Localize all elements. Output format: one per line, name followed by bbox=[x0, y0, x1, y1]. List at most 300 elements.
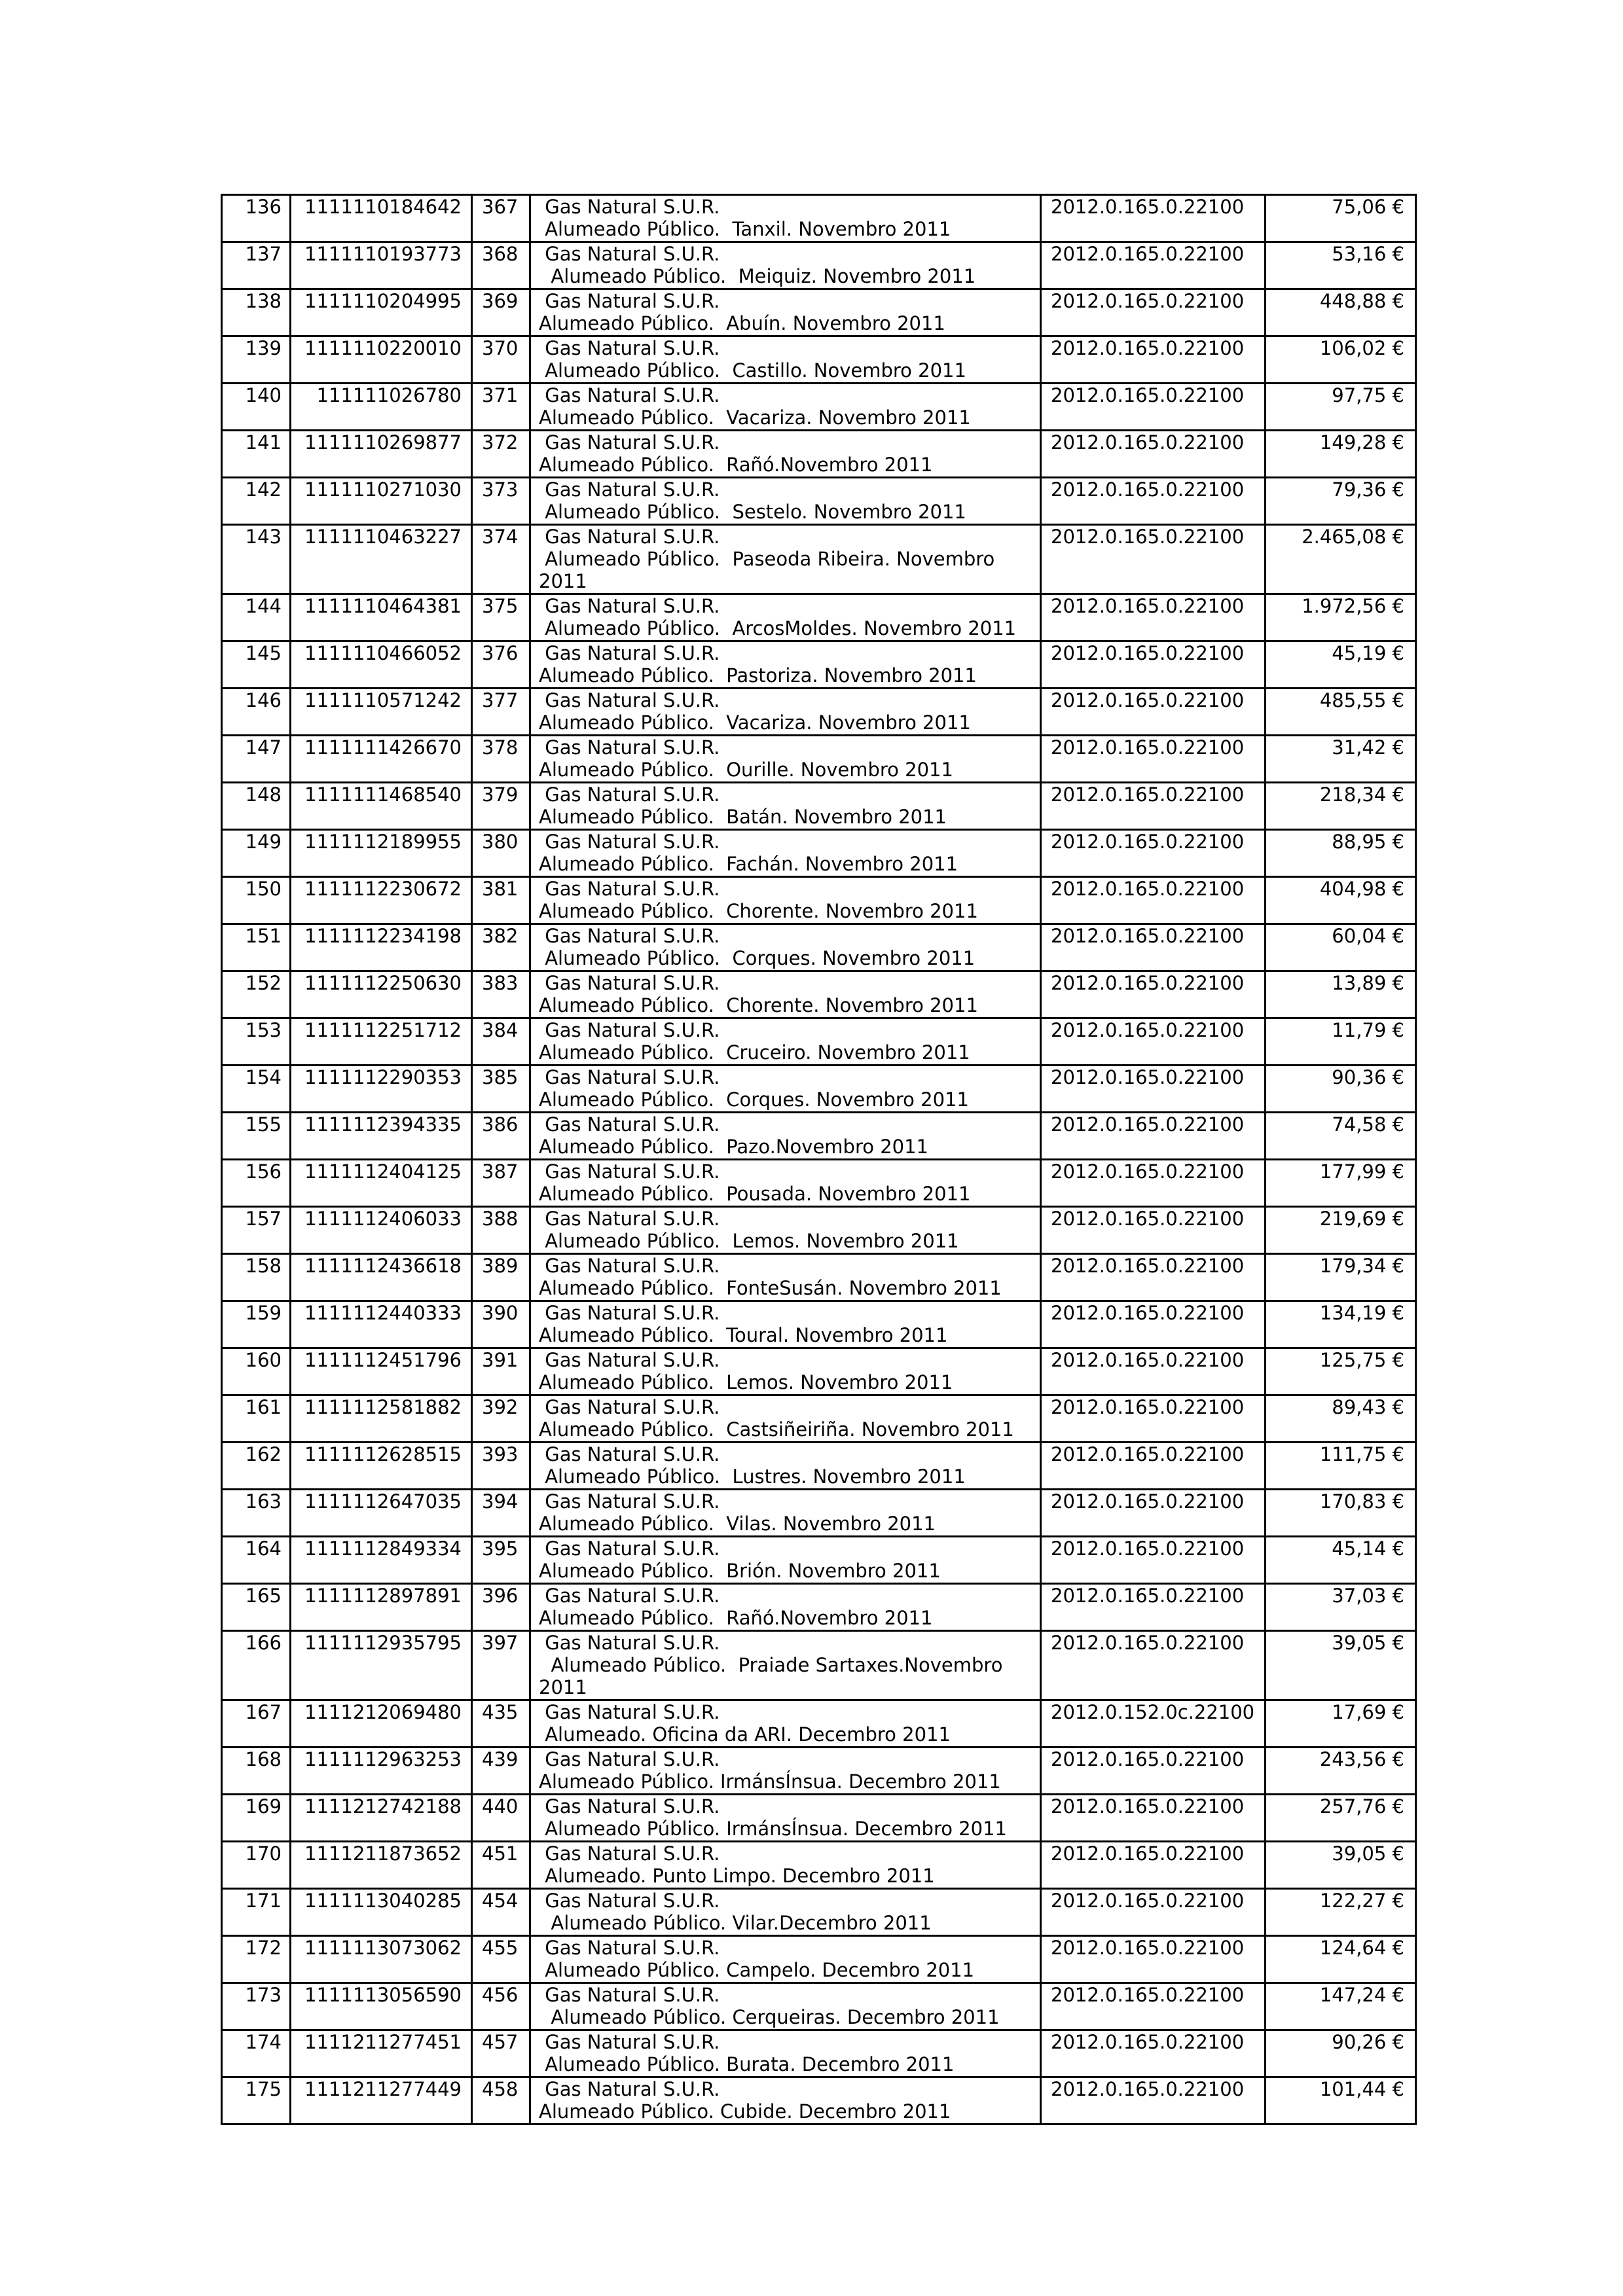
supplier-name: Gas Natural S.U.R. bbox=[539, 337, 720, 359]
description-cell bbox=[530, 478, 1041, 525]
budget-line-cell: 2012.0.165.0.22100 bbox=[1041, 1748, 1266, 1795]
concept-text: Alumeado Público. Lemos. Novembro 2011 bbox=[539, 1371, 953, 1393]
row-number-cell: 169 bbox=[222, 1795, 291, 1842]
table-row bbox=[222, 1936, 1416, 1983]
budget-line-cell: 2012.0.165.0.22100 bbox=[1041, 924, 1266, 971]
invoice-code-cell: 1111111426670 bbox=[291, 736, 472, 783]
amount-cell: 39,05 € bbox=[1266, 1631, 1416, 1700]
amount-cell: 243,56 € bbox=[1266, 1748, 1416, 1795]
concept-text: Alumeado Público. IrmánsÍnsua. Decembro 2011 bbox=[539, 1770, 1001, 1793]
table-row bbox=[222, 1842, 1416, 1889]
supplier-name: Gas Natural S.U.R. bbox=[539, 1349, 720, 1371]
budget-line-cell: 2012.0.165.0.22100 bbox=[1041, 1936, 1266, 1983]
concept-text: Alumeado Público. Pastoriza. Novembro 2011 bbox=[539, 664, 977, 687]
supplier-name: Gas Natural S.U.R. bbox=[539, 783, 720, 806]
supplier-name: Gas Natural S.U.R. bbox=[539, 526, 720, 548]
invoice-code-cell: 1111112581882 bbox=[291, 1395, 472, 1443]
budget-line-cell: 2012.0.165.0.22100 bbox=[1041, 384, 1266, 431]
description-cell bbox=[530, 877, 1041, 924]
invoice-code-cell: 1111211873652 bbox=[291, 1842, 472, 1889]
amount-cell: 101,44 € bbox=[1266, 2077, 1416, 2125]
reference-cell: 369 bbox=[472, 289, 530, 336]
invoice-code-cell: 1111113056590 bbox=[291, 1983, 472, 2030]
table-row bbox=[222, 289, 1416, 336]
budget-line-cell: 2012.0.165.0.22100 bbox=[1041, 1348, 1266, 1395]
amount-cell: 125,75 € bbox=[1266, 1348, 1416, 1395]
row-number-cell: 139 bbox=[222, 336, 291, 384]
budget-line-cell: 2012.0.165.0.22100 bbox=[1041, 1207, 1266, 1254]
budget-line-cell: 2012.0.165.0.22100 bbox=[1041, 689, 1266, 736]
amount-cell: 90,26 € bbox=[1266, 2030, 1416, 2077]
concept-text: Alumeado Público. Cruceiro. Novembro 2011 bbox=[539, 1041, 970, 1064]
row-number-cell: 143 bbox=[222, 525, 291, 594]
amount-cell: 448,88 € bbox=[1266, 289, 1416, 336]
supplier-name: Gas Natural S.U.R. bbox=[539, 1632, 720, 1654]
supplier-name: Gas Natural S.U.R. bbox=[539, 972, 720, 994]
invoice-code-cell: 1111111468540 bbox=[291, 783, 472, 830]
description-cell bbox=[530, 1748, 1041, 1795]
invoice-code-cell: 1111112963253 bbox=[291, 1748, 472, 1795]
table-row bbox=[222, 641, 1416, 689]
description-cell bbox=[530, 1113, 1041, 1160]
amount-cell: 13,89 € bbox=[1266, 971, 1416, 1018]
reference-cell: 389 bbox=[472, 1254, 530, 1301]
concept-text: Alumeado Público. Ourille. Novembro 2011 bbox=[539, 759, 953, 781]
invoice-code-cell: 1111211277449 bbox=[291, 2077, 472, 2125]
amount-cell: 79,36 € bbox=[1266, 478, 1416, 525]
invoice-code-cell: 111111026780 bbox=[291, 384, 472, 431]
description-cell bbox=[530, 1631, 1041, 1700]
reference-cell: 375 bbox=[472, 594, 530, 641]
budget-line-cell: 2012.0.165.0.22100 bbox=[1041, 1113, 1266, 1160]
description-cell bbox=[530, 689, 1041, 736]
amount-cell: 31,42 € bbox=[1266, 736, 1416, 783]
row-number-cell: 175 bbox=[222, 2077, 291, 2125]
supplier-name: Gas Natural S.U.R. bbox=[539, 196, 720, 218]
supplier-name: Gas Natural S.U.R. bbox=[539, 689, 720, 711]
table-row bbox=[222, 1395, 1416, 1443]
supplier-name: Gas Natural S.U.R. bbox=[539, 290, 720, 312]
invoice-code-cell: 1111110271030 bbox=[291, 478, 472, 525]
reference-cell: 440 bbox=[472, 1795, 530, 1842]
concept-text: Alumeado Público. Corques. Novembro 2011 bbox=[539, 947, 976, 969]
reference-cell: 386 bbox=[472, 1113, 530, 1160]
concept-text: Alumeado Público. Rañó.Novembro 2011 bbox=[539, 454, 933, 476]
description-cell bbox=[530, 783, 1041, 830]
description-cell bbox=[530, 1160, 1041, 1207]
supplier-name: Gas Natural S.U.R. bbox=[539, 431, 720, 454]
budget-line-cell: 2012.0.165.0.22100 bbox=[1041, 830, 1266, 877]
concept-text: Alumeado Público. Rañó.Novembro 2011 bbox=[539, 1607, 933, 1629]
row-number-cell: 170 bbox=[222, 1842, 291, 1889]
invoice-code-cell: 1111212069480 bbox=[291, 1700, 472, 1748]
invoice-code-cell: 1111110464381 bbox=[291, 594, 472, 641]
description-cell bbox=[530, 1301, 1041, 1348]
description-cell bbox=[530, 431, 1041, 478]
budget-line-cell: 2012.0.165.0.22100 bbox=[1041, 1584, 1266, 1631]
amount-cell: 485,55 € bbox=[1266, 689, 1416, 736]
row-number-cell: 171 bbox=[222, 1889, 291, 1936]
row-number-cell: 145 bbox=[222, 641, 291, 689]
invoice-code-cell: 1111110204995 bbox=[291, 289, 472, 336]
supplier-name: Gas Natural S.U.R. bbox=[539, 925, 720, 947]
reference-cell: 455 bbox=[472, 1936, 530, 1983]
amount-cell: 170,83 € bbox=[1266, 1490, 1416, 1537]
amount-cell: 75,06 € bbox=[1266, 195, 1416, 242]
table-row bbox=[222, 1537, 1416, 1584]
table-row bbox=[222, 1018, 1416, 1066]
concept-text: Alumeado Público. ArcosMoldes. Novembro 2011 bbox=[539, 617, 1017, 639]
row-number-cell: 164 bbox=[222, 1537, 291, 1584]
supplier-name: Gas Natural S.U.R. bbox=[539, 478, 720, 501]
table-row bbox=[222, 830, 1416, 877]
table-row bbox=[222, 1301, 1416, 1348]
table-row bbox=[222, 525, 1416, 594]
concept-text: Alumeado Público. Chorente. Novembro 2011 bbox=[539, 994, 978, 1016]
supplier-name: Gas Natural S.U.R. bbox=[539, 1937, 720, 1959]
supplier-name: Gas Natural S.U.R. bbox=[539, 595, 720, 617]
budget-line-cell: 2012.0.165.0.22100 bbox=[1041, 594, 1266, 641]
budget-line-cell: 2012.0.165.0.22100 bbox=[1041, 1889, 1266, 1936]
row-number-cell: 155 bbox=[222, 1113, 291, 1160]
description-cell bbox=[530, 525, 1041, 594]
reference-cell: 439 bbox=[472, 1748, 530, 1795]
concept-text: Alumeado Público. Campelo. Decembro 2011 bbox=[539, 1959, 975, 1981]
row-number-cell: 138 bbox=[222, 289, 291, 336]
reference-cell: 371 bbox=[472, 384, 530, 431]
reference-cell: 385 bbox=[472, 1066, 530, 1113]
table-row bbox=[222, 1160, 1416, 1207]
invoice-code-cell: 1111110466052 bbox=[291, 641, 472, 689]
amount-cell: 106,02 € bbox=[1266, 336, 1416, 384]
amount-cell: 11,79 € bbox=[1266, 1018, 1416, 1066]
concept-text: Alumeado Público. Lemos. Novembro 2011 bbox=[539, 1230, 959, 1252]
row-number-cell: 147 bbox=[222, 736, 291, 783]
amount-cell: 122,27 € bbox=[1266, 1889, 1416, 1936]
reference-cell: 377 bbox=[472, 689, 530, 736]
invoice-code-cell: 1111211277451 bbox=[291, 2030, 472, 2077]
reference-cell: 392 bbox=[472, 1395, 530, 1443]
row-number-cell: 151 bbox=[222, 924, 291, 971]
table-row bbox=[222, 689, 1416, 736]
supplier-name: Gas Natural S.U.R. bbox=[539, 243, 720, 265]
concept-text: Alumeado Público. Paseoda Ribeira. Novembro 2011 bbox=[539, 548, 1001, 592]
amount-cell: 45,19 € bbox=[1266, 641, 1416, 689]
supplier-name: Gas Natural S.U.R. bbox=[539, 1255, 720, 1277]
budget-line-cell: 2012.0.165.0.22100 bbox=[1041, 1066, 1266, 1113]
row-number-cell: 142 bbox=[222, 478, 291, 525]
amount-cell: 89,43 € bbox=[1266, 1395, 1416, 1443]
budget-line-cell: 2012.0.165.0.22100 bbox=[1041, 525, 1266, 594]
invoice-code-cell: 1111112849334 bbox=[291, 1537, 472, 1584]
reference-cell: 379 bbox=[472, 783, 530, 830]
amount-cell: 53,16 € bbox=[1266, 242, 1416, 289]
table-row bbox=[222, 1748, 1416, 1795]
concept-text: Alumeado Público. Burata. Decembro 2011 bbox=[539, 2053, 955, 2075]
table-row bbox=[222, 1889, 1416, 1936]
concept-text: Alumeado Público. Lustres. Novembro 2011 bbox=[539, 1465, 966, 1488]
row-number-cell: 146 bbox=[222, 689, 291, 736]
amount-cell: 179,34 € bbox=[1266, 1254, 1416, 1301]
concept-text: Alumeado Público. Vilas. Novembro 2011 bbox=[539, 1513, 936, 1535]
concept-text: Alumeado Público. Sestelo. Novembro 2011 bbox=[539, 501, 966, 523]
invoice-code-cell: 1111113073062 bbox=[291, 1936, 472, 1983]
amount-cell: 177,99 € bbox=[1266, 1160, 1416, 1207]
invoice-code-cell: 1111112440333 bbox=[291, 1301, 472, 1348]
amount-cell: 2.465,08 € bbox=[1266, 525, 1416, 594]
description-cell bbox=[530, 195, 1041, 242]
budget-line-cell: 2012.0.165.0.22100 bbox=[1041, 289, 1266, 336]
concept-text: Alumeado Público. Batán. Novembro 2011 bbox=[539, 806, 947, 828]
concept-text: Alumeado Público. FonteSusán. Novembro 2011 bbox=[539, 1277, 1002, 1299]
table-row bbox=[222, 384, 1416, 431]
table-row bbox=[222, 1066, 1416, 1113]
table-row bbox=[222, 1700, 1416, 1748]
supplier-name: Gas Natural S.U.R. bbox=[539, 642, 720, 664]
budget-line-cell: 2012.0.165.0.22100 bbox=[1041, 1395, 1266, 1443]
reference-cell: 372 bbox=[472, 431, 530, 478]
reference-cell: 380 bbox=[472, 830, 530, 877]
supplier-name: Gas Natural S.U.R. bbox=[539, 1160, 720, 1183]
table-row bbox=[222, 1348, 1416, 1395]
description-cell bbox=[530, 242, 1041, 289]
concept-text: Alumeado Público. Chorente. Novembro 2011 bbox=[539, 900, 978, 922]
concept-text: Alumeado Público. Vacariza. Novembro 2011 bbox=[539, 711, 971, 734]
budget-line-cell: 2012.0.165.0.22100 bbox=[1041, 1842, 1266, 1889]
amount-cell: 111,75 € bbox=[1266, 1443, 1416, 1490]
concept-text: Alumeado Público. Vacariza. Novembro 2011 bbox=[539, 406, 971, 429]
budget-line-cell: 2012.0.165.0.22100 bbox=[1041, 783, 1266, 830]
table-row bbox=[222, 2077, 1416, 2125]
description-cell bbox=[530, 1700, 1041, 1748]
description-cell bbox=[530, 1842, 1041, 1889]
budget-line-cell: 2012.0.165.0.22100 bbox=[1041, 242, 1266, 289]
description-cell bbox=[530, 1983, 1041, 2030]
invoice-code-cell: 1111112250630 bbox=[291, 971, 472, 1018]
concept-text: Alumeado. Oficina da ARI. Decembro 2011 bbox=[539, 1723, 951, 1746]
concept-text: Alumeado Público. Toural. Novembro 2011 bbox=[539, 1324, 948, 1346]
row-number-cell: 172 bbox=[222, 1936, 291, 1983]
reference-cell: 396 bbox=[472, 1584, 530, 1631]
budget-line-cell: 2012.0.165.0.22100 bbox=[1041, 641, 1266, 689]
description-cell bbox=[530, 1490, 1041, 1537]
invoice-code-cell: 1111112647035 bbox=[291, 1490, 472, 1537]
description-cell bbox=[530, 1537, 1041, 1584]
row-number-cell: 150 bbox=[222, 877, 291, 924]
budget-line-cell: 2012.0.165.0.22100 bbox=[1041, 1443, 1266, 1490]
row-number-cell: 152 bbox=[222, 971, 291, 1018]
row-number-cell: 168 bbox=[222, 1748, 291, 1795]
reference-cell: 391 bbox=[472, 1348, 530, 1395]
supplier-name: Gas Natural S.U.R. bbox=[539, 1795, 720, 1818]
description-cell bbox=[530, 1443, 1041, 1490]
description-cell bbox=[530, 289, 1041, 336]
description-cell bbox=[530, 1395, 1041, 1443]
table-row bbox=[222, 783, 1416, 830]
concept-text: Alumeado Público. Castsiñeiriña. Novembro 2011 bbox=[539, 1418, 1014, 1441]
budget-line-cell: 2012.0.165.0.22100 bbox=[1041, 736, 1266, 783]
invoice-code-cell: 1111110571242 bbox=[291, 689, 472, 736]
supplier-name: Gas Natural S.U.R. bbox=[539, 2078, 720, 2100]
table-row bbox=[222, 1584, 1416, 1631]
table-row bbox=[222, 1443, 1416, 1490]
amount-cell: 257,76 € bbox=[1266, 1795, 1416, 1842]
budget-line-cell: 2012.0.165.0.22100 bbox=[1041, 877, 1266, 924]
budget-line-cell: 2012.0.165.0.22100 bbox=[1041, 1254, 1266, 1301]
reference-cell: 388 bbox=[472, 1207, 530, 1254]
amount-cell: 17,69 € bbox=[1266, 1700, 1416, 1748]
row-number-cell: 163 bbox=[222, 1490, 291, 1537]
supplier-name: Gas Natural S.U.R. bbox=[539, 1066, 720, 1088]
row-number-cell: 161 bbox=[222, 1395, 291, 1443]
budget-line-cell: 2012.0.165.0.22100 bbox=[1041, 336, 1266, 384]
supplier-name: Gas Natural S.U.R. bbox=[539, 831, 720, 853]
table-row bbox=[222, 1631, 1416, 1700]
reference-cell: 454 bbox=[472, 1889, 530, 1936]
reference-cell: 376 bbox=[472, 641, 530, 689]
table-row bbox=[222, 1490, 1416, 1537]
budget-line-cell: 2012.0.165.0.22100 bbox=[1041, 1160, 1266, 1207]
concept-text: Alumeado Público. Corques. Novembro 2011 bbox=[539, 1088, 969, 1111]
amount-cell: 134,19 € bbox=[1266, 1301, 1416, 1348]
concept-text: Alumeado Público. Praiade Sartaxes.Novembro 2011 bbox=[539, 1654, 1009, 1698]
budget-line-cell: 2012.0.165.0.22100 bbox=[1041, 1301, 1266, 1348]
row-number-cell: 160 bbox=[222, 1348, 291, 1395]
invoice-code-cell: 1111113040285 bbox=[291, 1889, 472, 1936]
reference-cell: 458 bbox=[472, 2077, 530, 2125]
reference-cell: 382 bbox=[472, 924, 530, 971]
description-cell bbox=[530, 1584, 1041, 1631]
amount-cell: 219,69 € bbox=[1266, 1207, 1416, 1254]
amount-cell: 60,04 € bbox=[1266, 924, 1416, 971]
table-row bbox=[222, 971, 1416, 1018]
reference-cell: 378 bbox=[472, 736, 530, 783]
description-cell bbox=[530, 1018, 1041, 1066]
reference-cell: 383 bbox=[472, 971, 530, 1018]
table-row bbox=[222, 594, 1416, 641]
invoice-table-body bbox=[222, 195, 1416, 2125]
supplier-name: Gas Natural S.U.R. bbox=[539, 1208, 720, 1230]
invoice-code-cell: 1111112189955 bbox=[291, 830, 472, 877]
amount-cell: 37,03 € bbox=[1266, 1584, 1416, 1631]
reference-cell: 435 bbox=[472, 1700, 530, 1748]
reference-cell: 367 bbox=[472, 195, 530, 242]
description-cell bbox=[530, 1066, 1041, 1113]
row-number-cell: 174 bbox=[222, 2030, 291, 2077]
row-number-cell: 136 bbox=[222, 195, 291, 242]
budget-line-cell: 2012.0.165.0.22100 bbox=[1041, 1795, 1266, 1842]
supplier-name: Gas Natural S.U.R. bbox=[539, 878, 720, 900]
row-number-cell: 156 bbox=[222, 1160, 291, 1207]
concept-text: Alumeado Público. Castillo. Novembro 2011 bbox=[539, 359, 966, 382]
reference-cell: 368 bbox=[472, 242, 530, 289]
reference-cell: 387 bbox=[472, 1160, 530, 1207]
row-number-cell: 167 bbox=[222, 1700, 291, 1748]
invoice-code-cell: 1111112451796 bbox=[291, 1348, 472, 1395]
supplier-name: Gas Natural S.U.R. bbox=[539, 1396, 720, 1418]
description-cell bbox=[530, 736, 1041, 783]
description-cell bbox=[530, 384, 1041, 431]
amount-cell: 74,58 € bbox=[1266, 1113, 1416, 1160]
budget-line-cell: 2012.0.165.0.22100 bbox=[1041, 195, 1266, 242]
row-number-cell: 173 bbox=[222, 1983, 291, 2030]
invoice-code-cell: 1111112406033 bbox=[291, 1207, 472, 1254]
description-cell bbox=[530, 2030, 1041, 2077]
concept-text: Alumeado Público. IrmánsÍnsua. Decembro 2011 bbox=[539, 1818, 1007, 1840]
amount-cell: 124,64 € bbox=[1266, 1936, 1416, 1983]
invoice-code-cell: 1111112628515 bbox=[291, 1443, 472, 1490]
table-row bbox=[222, 1113, 1416, 1160]
description-cell bbox=[530, 1936, 1041, 1983]
description-cell bbox=[530, 1254, 1041, 1301]
supplier-name: Gas Natural S.U.R. bbox=[539, 1701, 720, 1723]
description-cell bbox=[530, 594, 1041, 641]
amount-cell: 90,36 € bbox=[1266, 1066, 1416, 1113]
invoice-code-cell: 1111112935795 bbox=[291, 1631, 472, 1700]
budget-line-cell: 2012.0.165.0.22100 bbox=[1041, 1631, 1266, 1700]
concept-text: Alumeado Público. Vilar.Decembro 2011 bbox=[539, 1912, 932, 1934]
budget-line-cell: 2012.0.165.0.22100 bbox=[1041, 2077, 1266, 2125]
reference-cell: 370 bbox=[472, 336, 530, 384]
row-number-cell: 162 bbox=[222, 1443, 291, 1490]
amount-cell: 45,14 € bbox=[1266, 1537, 1416, 1584]
invoice-table bbox=[221, 194, 1417, 2125]
description-cell bbox=[530, 1795, 1041, 1842]
invoice-code-cell: 1111212742188 bbox=[291, 1795, 472, 1842]
invoice-code-cell: 1111112234198 bbox=[291, 924, 472, 971]
table-row bbox=[222, 1207, 1416, 1254]
supplier-name: Gas Natural S.U.R. bbox=[539, 2031, 720, 2053]
table-row bbox=[222, 736, 1416, 783]
concept-text: Alumeado Público. Abuín. Novembro 2011 bbox=[539, 312, 945, 334]
description-cell bbox=[530, 336, 1041, 384]
budget-line-cell: 2012.0.165.0.22100 bbox=[1041, 971, 1266, 1018]
description-cell bbox=[530, 1348, 1041, 1395]
concept-text: Alumeado Público. Cerqueiras. Decembro 2011 bbox=[539, 2006, 1000, 2028]
table-row bbox=[222, 1254, 1416, 1301]
description-cell bbox=[530, 924, 1041, 971]
amount-cell: 88,95 € bbox=[1266, 830, 1416, 877]
table-row bbox=[222, 924, 1416, 971]
invoice-code-cell: 1111110463227 bbox=[291, 525, 472, 594]
reference-cell: 397 bbox=[472, 1631, 530, 1700]
row-number-cell: 149 bbox=[222, 830, 291, 877]
amount-cell: 404,98 € bbox=[1266, 877, 1416, 924]
row-number-cell: 137 bbox=[222, 242, 291, 289]
row-number-cell: 165 bbox=[222, 1584, 291, 1631]
supplier-name: Gas Natural S.U.R. bbox=[539, 1890, 720, 1912]
concept-text: Alumeado. Punto Limpo. Decembro 2011 bbox=[539, 1865, 935, 1887]
amount-cell: 39,05 € bbox=[1266, 1842, 1416, 1889]
concept-text: Alumeado Público. Cubide. Decembro 2011 bbox=[539, 2100, 951, 2123]
row-number-cell: 141 bbox=[222, 431, 291, 478]
amount-cell: 149,28 € bbox=[1266, 431, 1416, 478]
supplier-name: Gas Natural S.U.R. bbox=[539, 1113, 720, 1136]
row-number-cell: 157 bbox=[222, 1207, 291, 1254]
amount-cell: 97,75 € bbox=[1266, 384, 1416, 431]
invoice-code-cell: 1111110220010 bbox=[291, 336, 472, 384]
supplier-name: Gas Natural S.U.R. bbox=[539, 1748, 720, 1770]
amount-cell: 147,24 € bbox=[1266, 1983, 1416, 2030]
description-cell bbox=[530, 830, 1041, 877]
row-number-cell: 148 bbox=[222, 783, 291, 830]
table-row bbox=[222, 431, 1416, 478]
reference-cell: 457 bbox=[472, 2030, 530, 2077]
concept-text: Alumeado Público. Pousada. Novembro 2011 bbox=[539, 1183, 971, 1205]
supplier-name: Gas Natural S.U.R. bbox=[539, 1842, 720, 1865]
table-row bbox=[222, 195, 1416, 242]
budget-line-cell: 2012.0.165.0.22100 bbox=[1041, 2030, 1266, 2077]
